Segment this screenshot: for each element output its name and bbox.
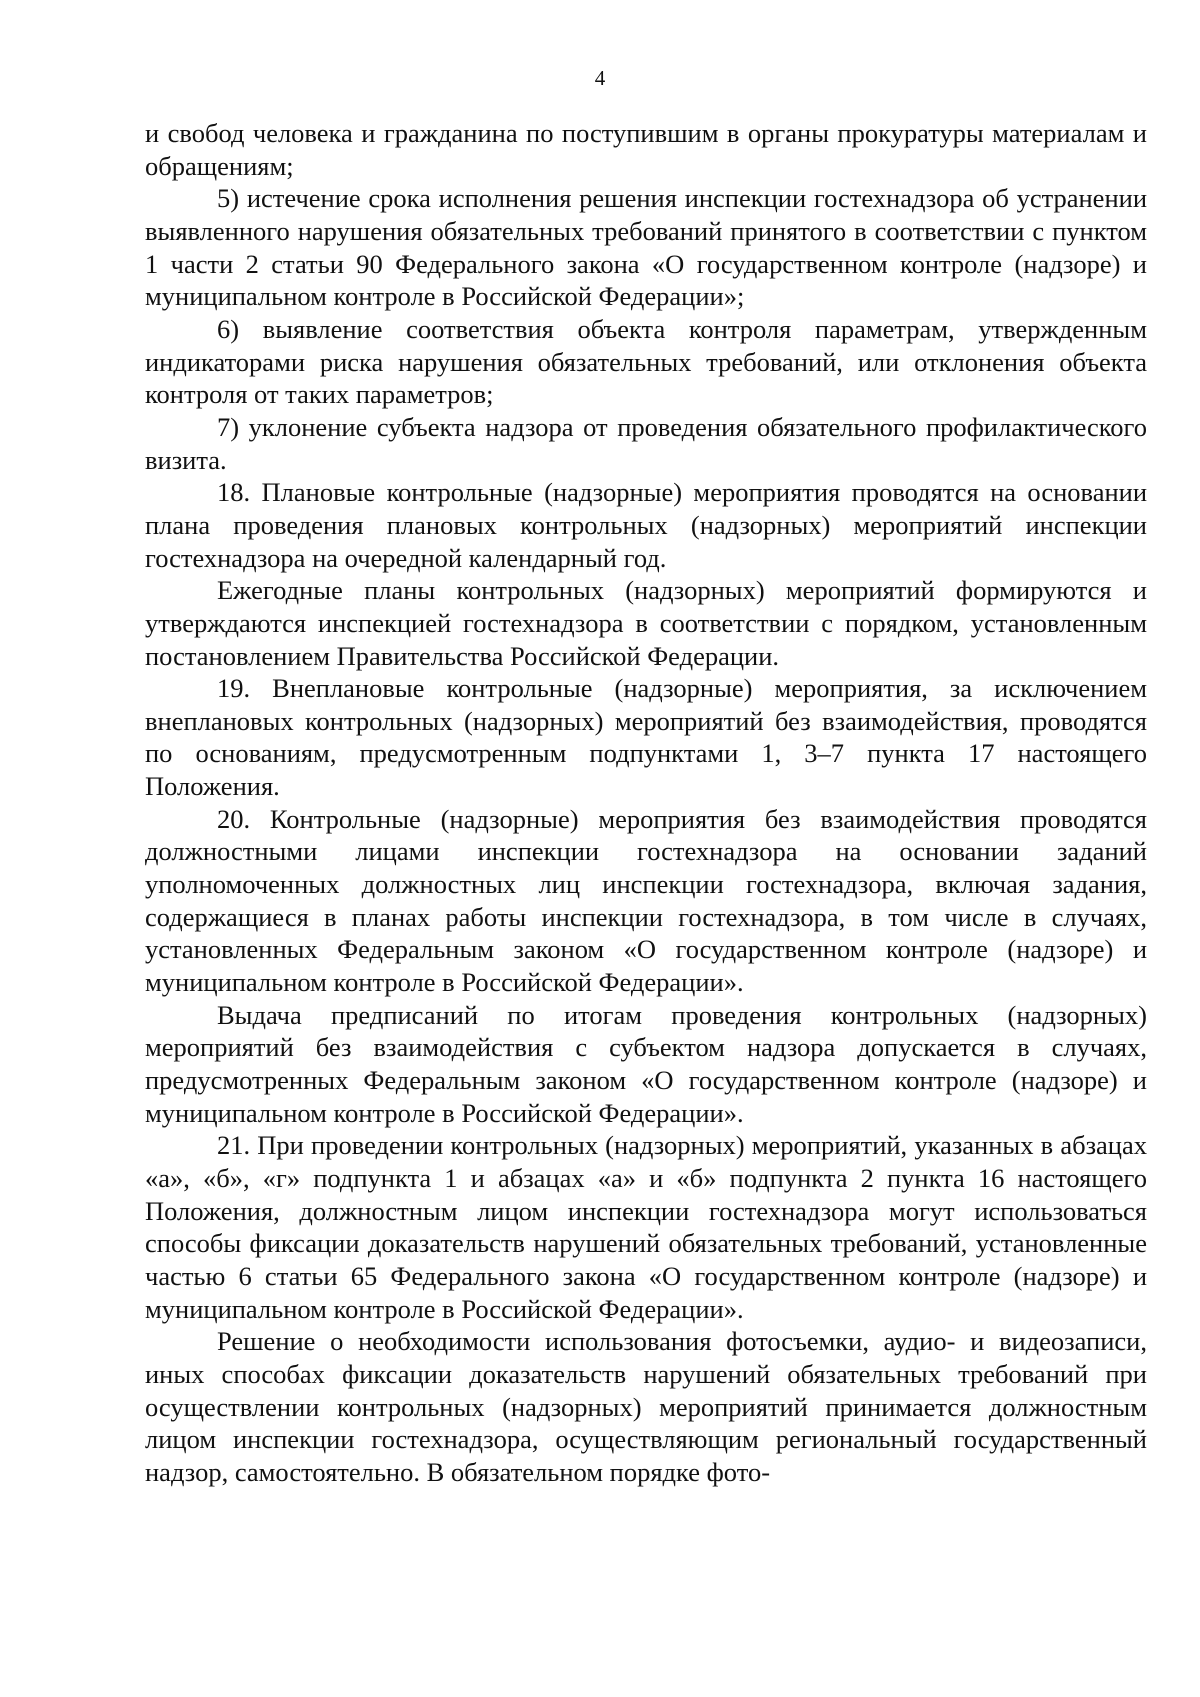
- paragraph-18: 18. Плановые контрольные (надзорные) мероприятия проводятся на основании плана проведения плановых контрольных (надзорных) мероприятий инспекции гостехнадзора на очередной календарный год.: [145, 477, 1147, 573]
- paragraph-item-7: 7) уклонение субъекта надзора от проведения обязательного профилактического визита.: [145, 411, 1147, 475]
- paragraph-evidence-decision: Решение о необходимости использования фотосъемки, аудио- и видеозаписи, иных способах фиксации доказательств нарушений обязательных требований при осуществлении контрольных (надзорных) мероприятий принимается должностным лицом инспекции гостехнадзора, осуществляющим региональный государственный надзор, самостоятельно. В обязательном порядке фото-: [145, 1326, 1147, 1487]
- paragraph-continuation: и свобод человека и гражданина по поступившим в органы прокуратуры материалам и обращениям;: [145, 118, 1147, 181]
- page-number: 4: [594, 66, 606, 90]
- paragraph-item-5: 5) истечение срока исполнения решения инспекции гостехнадзора об устранении выявленного нарушения обязательных требований принятого в соответствии с пунктом 1 части 2 статьи 90 Федерального закона «О государственном контроле (надзоре) и муниципальном контроле в Российской Федерации»;: [145, 183, 1147, 312]
- paragraph-19: 19. Внеплановые контрольные (надзорные) мероприятия, за исключением внеплановых контрольных (надзорных) мероприятий без взаимодействия, проводятся по основаниям, предусмотренным подпунктами 1, 3–7 пункта 17 настоящего Положения.: [145, 673, 1147, 802]
- paragraph-item-6: 6) выявление соответствия объекта контроля параметрам, утвержденным индикаторами риска нарушения обязательных требований, или отклонения объекта контроля от таких параметров;: [145, 313, 1147, 410]
- paragraph-annual-plans: Ежегодные планы контрольных (надзорных) мероприятий формируются и утверждаются инспекцией гостехнадзора в соответствии с порядком, установленным постановлением Правительства Российской Федерации.: [145, 575, 1147, 671]
- document-body: [145, 117, 1147, 1489]
- paragraph-prescriptions: Выдача предписаний по итогам проведения контрольных (надзорных) мероприятий без взаимодействия с субъектом надзора допускается в случаях, предусмотренных Федеральным законом «О государственном контроле (надзоре) и муниципальном контроле в Российской Федерации».: [145, 999, 1147, 1128]
- paragraph-21: 21. При проведении контрольных (надзорных) мероприятий, указанных в абзацах «а», «б», «г» подпункта 1 и абзацах «а» и «б» подпункта 2 пункта 16 настоящего Положения, должностным лицом инспекции гостехнадзора могут использоваться способы фиксации доказательств нарушений обязательных требований, установленные частью 6 статьи 65 Федерального закона «О государственном контроле (надзоре) и муниципальном контроле в Российской Федерации».: [145, 1130, 1147, 1324]
- paragraph-20: 20. Контрольные (надзорные) мероприятия без взаимодействия проводятся должностными лицами инспекции гостехнадзора на основании заданий уполномоченных должностных лиц инспекции гостехнадзора, включая задания, содержащиеся в планах работы инспекции гостехнадзора, в том числе в случаях, установленных Федеральным законом «О государственном контроле (надзоре) и муниципальном контроле в Российской Федерации».: [145, 803, 1147, 998]
